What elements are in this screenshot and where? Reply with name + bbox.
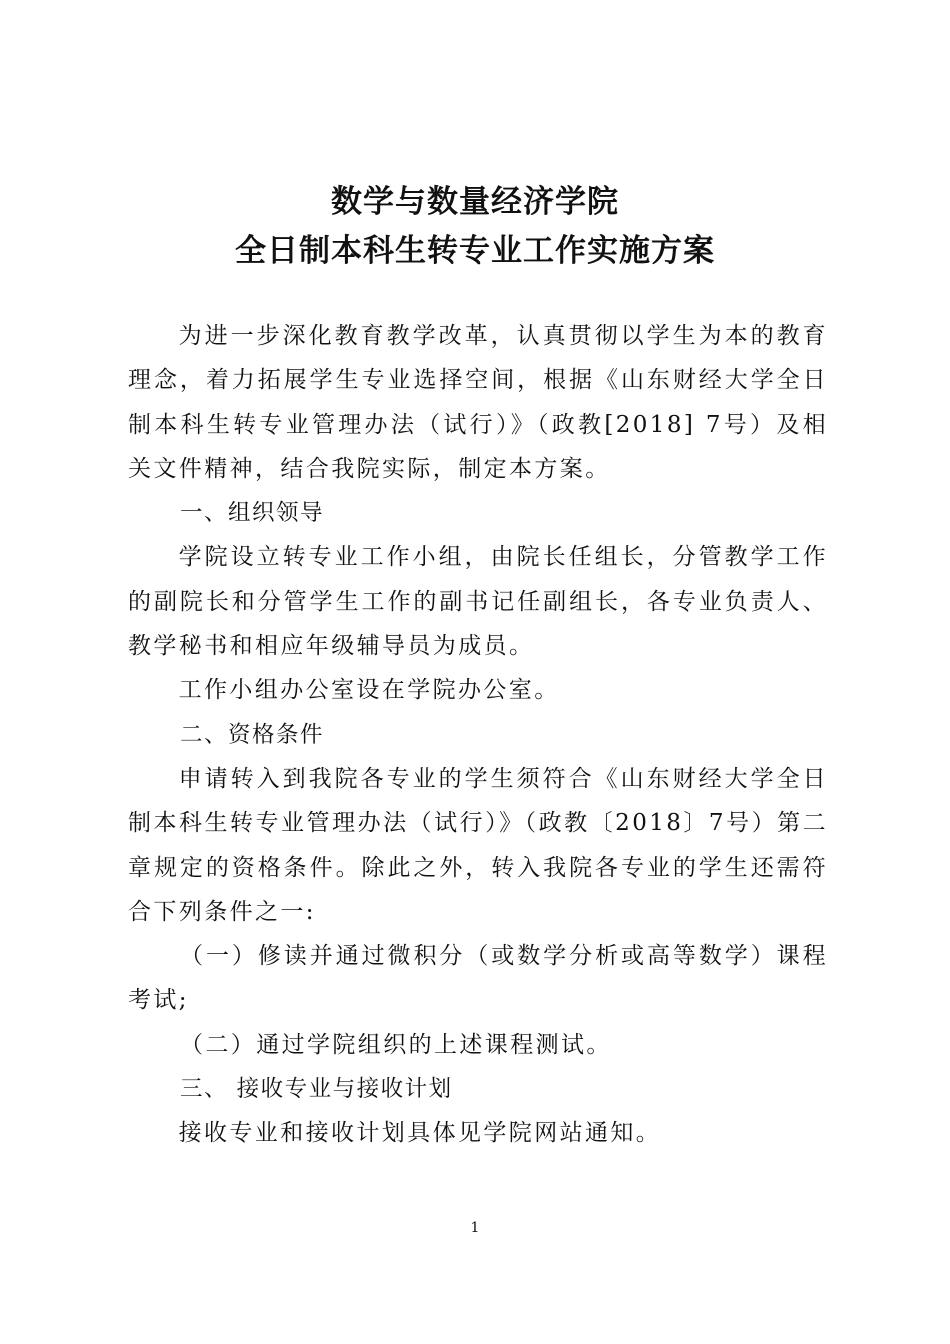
document-title-line1: 数学与数量经济学院 [331, 184, 619, 220]
organization-paragraph: 学院设立转专业工作小组，由院长任组长，分管教学工作的副院长和分管学生工作的副书记任副组长，各专业负责人、教学秘书和相应年级辅导员为成员。 [128, 544, 828, 660]
eligibility-paragraph: 申请转入到我院各专业的学生须符合《山东财经大学全日制本科生转专业管理办法（试行）》（政教〔2018〕7号）第二章规定的资格条件。除此之外，转入我院各专业的学生还需符合下列条件之一: [128, 765, 828, 925]
section-heading-plan: 三、 接收专业与接收计划 [180, 1076, 453, 1103]
document-body [128, 314, 828, 1156]
intro-paragraph: 为进一步深化教育教学改革，认真贯彻以学生为本的教育理念，着力拓展学生专业选择空间，根据《山东财经大学全日制本科生转专业管理办法（试行）》（政教[2018] 7号）及相关文件精神，结合我院实际，制定本方案。 [128, 323, 828, 482]
office-paragraph: 工作小组办公室设在学院办公室。 [178, 677, 560, 704]
section-heading-eligibility: 二、资格条件 [180, 721, 325, 748]
page-number: 1 [470, 1220, 480, 1236]
document-title-line2: 全日制本科生转专业工作实施方案 [235, 233, 715, 269]
plan-paragraph: 接收专业和接收计划具体见学院网站通知。 [178, 1120, 662, 1147]
section-heading-organization: 一、组织领导 [180, 500, 325, 527]
eligibility-item-2: （二）通过学院组织的上述课程测试。 [180, 1031, 612, 1058]
eligibility-item-1: （一）修读并通过微积分（或数学分析或高等数学）课程考试; [128, 943, 828, 1014]
